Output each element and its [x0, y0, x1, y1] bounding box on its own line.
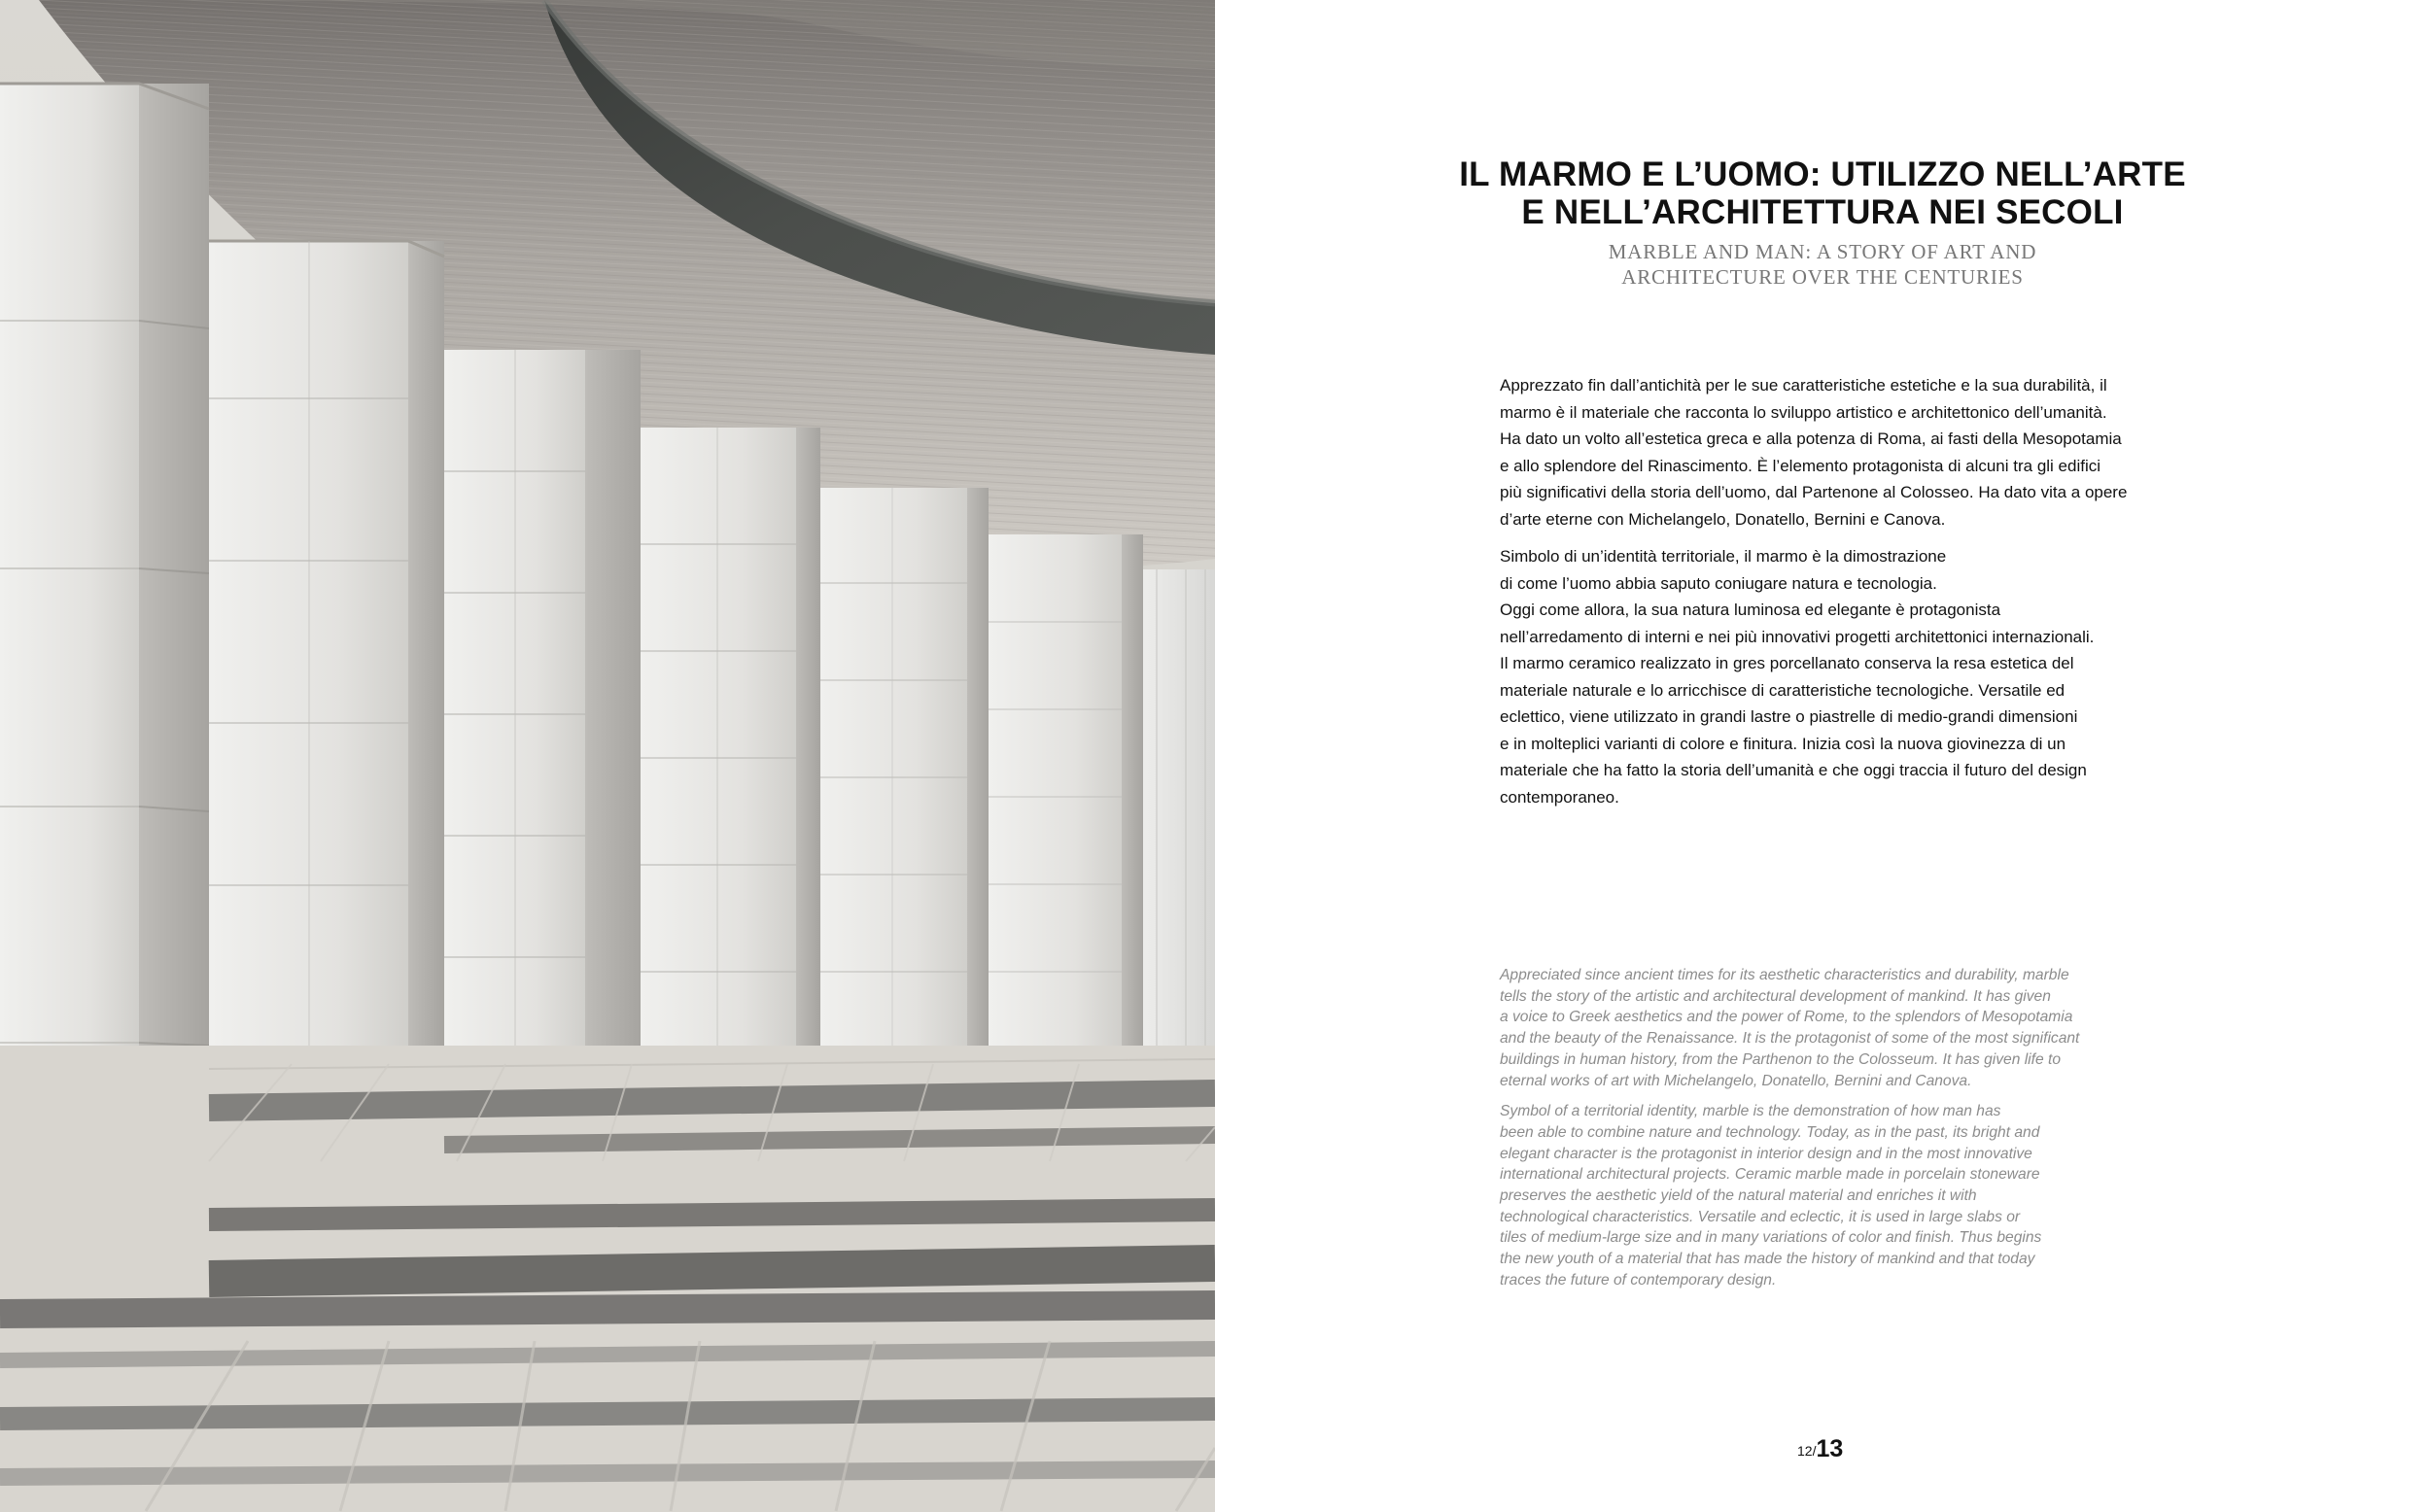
right-page-number: 13 [1816, 1435, 1844, 1462]
text-line: eternal works of art with Michelangelo, Donatello, Bernini and Canova. [1500, 1072, 1972, 1089]
italian-body-text [1500, 372, 2170, 810]
text-line: Oggi come allora, la sua natura luminosa ed elegante è protagonista [1500, 601, 2001, 619]
subtitle-line-1: MARBLE AND MAN: A STORY OF ART AND [1608, 240, 2037, 263]
text-line: a voice to Greek aesthetics and the power of Rome, to the splendors of Mesopotamia [1500, 1009, 2073, 1026]
text-line: Simbolo di un’identità territoriale, il marmo è la dimostrazione [1500, 547, 1947, 566]
text-line: preserves the aesthetic yield of the natural material and enriches it with [1500, 1187, 1977, 1205]
text-line: Appreciated since ancient times for its aesthetic characteristics and durability, marble [1500, 967, 2069, 983]
pillar-3-side [585, 350, 641, 1149]
text-line: tells the story of the artistic and architectural development of mankind. It has given [1500, 987, 2051, 1005]
text-line: e in molteplici varianti di colore e finitura. Inizia così la nuova giovinezza di un [1500, 734, 2066, 753]
title-line-1: IL MARMO E L’UOMO: UTILIZZO NELL’ARTE [1459, 155, 2186, 193]
text-line: Ha dato un volto all’estetica greca e alla potenza di Roma, ai fasti della Mesopotamia [1500, 430, 2122, 448]
subtitle [1215, 239, 2430, 290]
text-line: nell’arredamento di interni e nei più innovativi progetti architettonici internazionali. [1500, 627, 2095, 646]
text-line: buildings in human history, from the Parthenon to the Colosseum. It has given life to [1500, 1050, 2061, 1068]
text-line: più significativi della storia dell’uomo, dal Partenone al Colosseo. Ha dato vita a opere [1500, 483, 2128, 501]
distant-pillars [1143, 569, 1215, 1052]
italian-paragraph-2 [1500, 543, 2170, 810]
page-title [1215, 155, 2430, 231]
subtitle-line-2: ARCHITECTURE OVER THE CENTURIES [1621, 265, 2024, 289]
english-paragraph-2 [1500, 1101, 2170, 1290]
text-line: e allo splendore del Rinascimento. È l’elemento protagonista di alcuni tra gli edifici [1500, 456, 2101, 475]
text-line: materiale che ha fatto la storia dell’umanità e che oggi traccia il futuro del design [1500, 761, 2087, 779]
text-line: Apprezzato fin dall’antichità per le sue caratteristiche estetiche e la sua durabilità, il [1500, 376, 2107, 395]
italian-paragraph-1 [1500, 372, 2170, 533]
text-line: tiles of medium-large size and in many variations of color and finish. Thus begins [1500, 1229, 2042, 1247]
page-number [1797, 1435, 1848, 1466]
text-page [1215, 0, 2430, 1512]
text-line: Il marmo ceramico realizzato in gres porcellanato conserva la resa estetica del [1500, 654, 2074, 672]
english-body-text [1500, 965, 2170, 1291]
text-line: di come l’uomo abbia saputo coniugare natura e tecnologia. [1500, 573, 1937, 593]
text-line: contemporaneo. [1500, 787, 1619, 807]
text-line: the new youth of a material that has made the history of mankind and that today [1500, 1251, 2035, 1268]
text-line: d’arte eterne con Michelangelo, Donatello, Bernini e Canova. [1500, 509, 1946, 529]
text-line: eclettico, viene utilizzato in grandi lastre o piastrelle di medio-grandi dimensioni [1500, 707, 2078, 726]
text-line: Symbol of a territorial identity, marble is the demonstration of how man has [1500, 1103, 2001, 1120]
text-line: elegant character is the protagonist in interior design and in the most innovative [1500, 1145, 2032, 1162]
english-paragraph-1 [1500, 965, 2170, 1091]
pillar-6-side [1122, 534, 1143, 1049]
text-line: international architectural projects. Ceramic marble made in porcelain stoneware [1500, 1166, 2040, 1184]
text-line: materiale naturale e lo arricchisce di caratteristiche tecnologiche. Versatile ed [1500, 680, 2066, 700]
text-line: technological characteristics. Versatile and eclectic, it is used in large slabs or [1500, 1208, 2021, 1225]
pillar-5-face [820, 488, 967, 1083]
text-line: and the beauty of the Renaissance. It is the protagonist of some of the most significant [1500, 1030, 2080, 1048]
text-line: been able to combine nature and technology. Today, as in the past, its bright and [1500, 1123, 2040, 1141]
title-line-2: E NELL’ARCHITETTURA NEI SECOLI [1521, 193, 2124, 231]
text-line: marmo è il materiale che racconta lo sviluppo artistico e architettonico dell’umanità. [1500, 402, 2107, 422]
pillar-5-side [967, 488, 989, 1083]
page-number-separator: / [1812, 1443, 1817, 1459]
pillar-4-side [796, 428, 820, 1093]
left-page-number: 12 [1797, 1443, 1813, 1459]
text-line: traces the future of contemporary design. [1500, 1271, 1777, 1289]
